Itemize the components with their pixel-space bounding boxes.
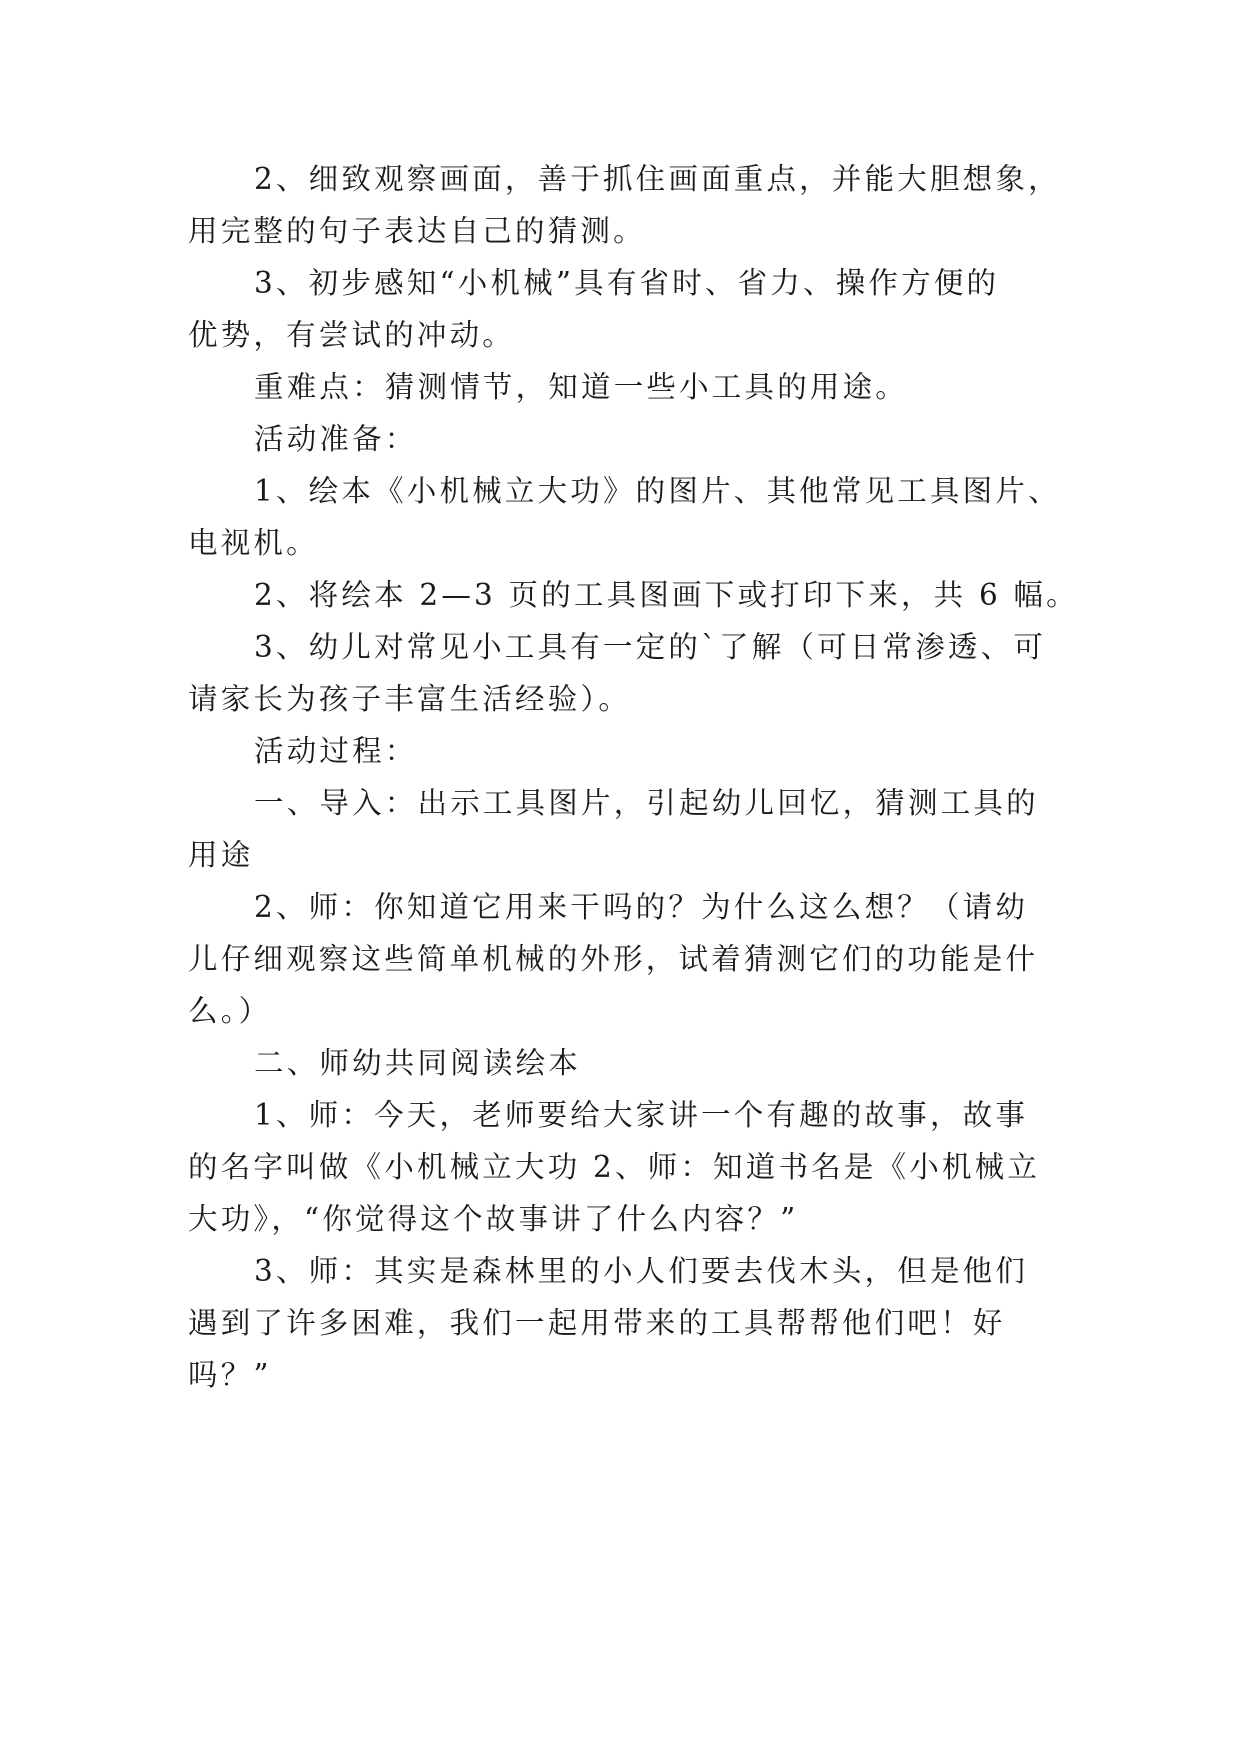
paragraph-line: 遇到了许多困难，我们一起用带来的工具帮帮他们吧！好 [188, 1306, 1006, 1340]
paragraph-line: 重难点：猜测情节，知道一些小工具的用途。 [254, 370, 909, 404]
section-heading: 二、师幼共同阅读绘本 [254, 1046, 582, 1080]
paragraph-line: 大功》，“你觉得这个故事讲了什么内容？” [188, 1202, 799, 1236]
paragraph-line: 电视机。 [188, 526, 319, 560]
section-heading: 活动准备： [254, 422, 418, 456]
paragraph-line: 1、师：今天，老师要给大家讲一个有趣的故事，故事 [254, 1098, 1029, 1132]
paragraph-line: 3、幼儿对常见小工具有一定的`了解（可日常渗透、可 [254, 630, 1047, 664]
paragraph-line: 用完整的句子表达自己的猜测。 [188, 214, 646, 248]
paragraph-line: 2、细致观察画面，善于抓住画面重点，并能大胆想象， [254, 162, 1061, 196]
paragraph-line: 一、导入：出示工具图片，引起幼儿回忆，猜测工具的 [254, 786, 1039, 820]
paragraph-line: 儿仔细观察这些简单机械的外形，试着猜测它们的功能是什 [188, 942, 1039, 976]
paragraph-line: 的名字叫做《小机械立大功 2、师：知道书名是《小机械立 [188, 1150, 1041, 1184]
paragraph-line: 2、师：你知道它用来干吗的？为什么这么想？（请幼 [254, 890, 1029, 924]
paragraph-line: 吗？” [188, 1358, 272, 1392]
paragraph-line: 优势，有尝试的冲动。 [188, 318, 516, 352]
paragraph-line: 1、绘本《小机械立大功》的图片、其他常见工具图片、 [254, 474, 1061, 508]
paragraph-line: 请家长为孩子丰富生活经验）。 [188, 682, 632, 716]
section-heading: 活动过程： [254, 734, 418, 768]
paragraph-line: 么。） [188, 994, 272, 1028]
paragraph-line: 用途 [188, 838, 254, 872]
paragraph-line: 3、师：其实是森林里的小人们要去伐木头，但是他们 [254, 1254, 1029, 1288]
paragraph-line: 2、将绘本 2—3 页的工具图画下或打印下来，共 6 幅。 [254, 578, 1079, 612]
paragraph-line: 3、初步感知“小机械”具有省时、省力、操作方便的 [254, 266, 1000, 300]
